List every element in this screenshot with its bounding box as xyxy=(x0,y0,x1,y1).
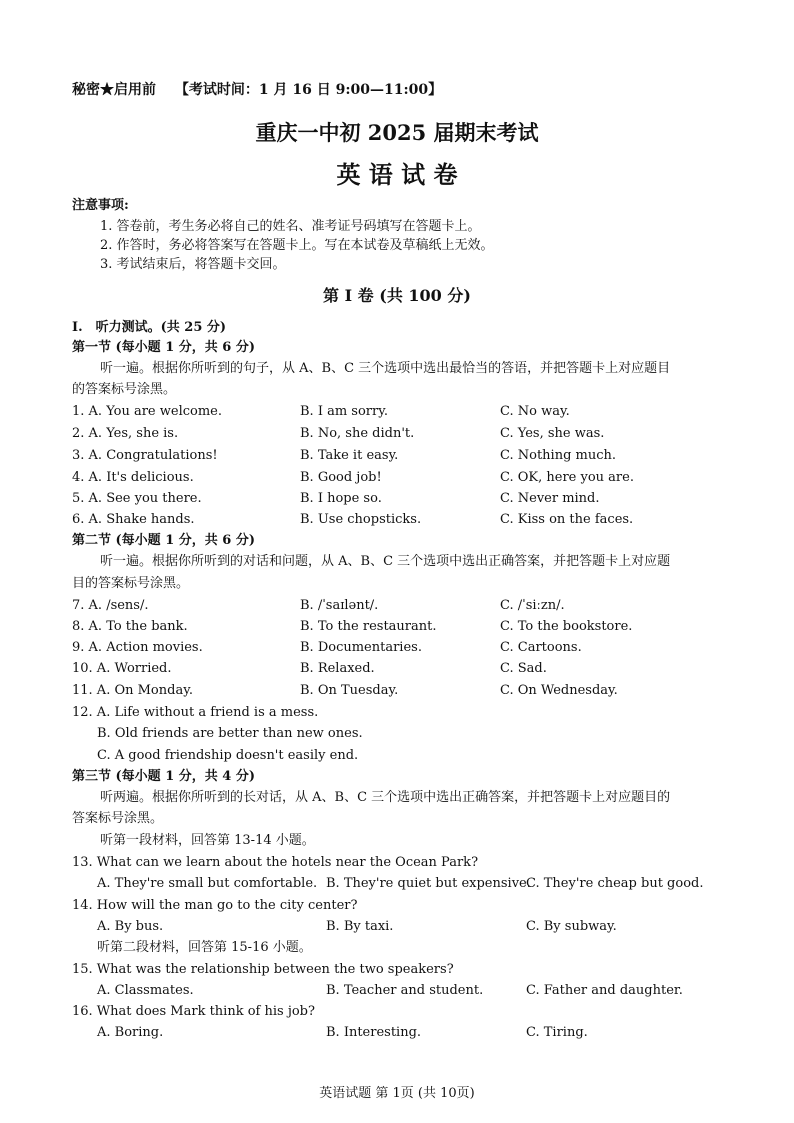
section2-instruction-cont: 目的答案标号涂黑。 xyxy=(72,576,190,591)
option-c: C. /ˈsiːzn/. xyxy=(500,598,565,613)
option-b: B. I hope so. xyxy=(300,491,382,506)
option-a: 7. A. /sens/. xyxy=(72,598,149,613)
option-b: B. Relaxed. xyxy=(300,661,375,676)
option-a: 10. A. Worried. xyxy=(72,661,172,676)
option-c: C. To the bookstore. xyxy=(500,619,633,634)
option-c: C. A good friendship doesn't easily end. xyxy=(97,748,359,763)
option-c: C. OK, here you are. xyxy=(500,470,634,485)
option-a: 9. A. Action movies. xyxy=(72,640,203,655)
option-b: B. No, she didn't. xyxy=(300,426,415,441)
section1-heading: 第一节 (每小题 1 分，共 6 分) xyxy=(72,340,256,355)
option-a: 1. A. You are welcome. xyxy=(72,404,223,419)
note-item: 1. 答卷前，考生务必将自己的姓名、准考证号码填写在答题卡上。 xyxy=(100,219,481,234)
option-a: 6. A. Shake hands. xyxy=(72,512,195,527)
question-stem: 13. What can we learn about the hotels near the Ocean Park? xyxy=(72,855,479,870)
option-a: 11. A. On Monday. xyxy=(72,683,193,698)
option-c: C. Yes, she was. xyxy=(500,426,605,441)
section1-instruction: 听一遍。根据你所听到的句子，从 A、B、C 三个选项中选出最恰当的答语，并把答题卡上对应题目 xyxy=(100,361,671,376)
option-b: B. Good job! xyxy=(300,470,382,485)
exam-time: 【考试时间：1 月 16 日 9:00—11:00】 xyxy=(174,82,443,98)
section3-instruction: 听两遍。根据你所听到的长对话，从 A、B、C 三个选项中选出正确答案，并把答题卡上对应题目的 xyxy=(100,790,671,805)
option-a: 8. A. To the bank. xyxy=(72,619,188,634)
section2-instruction: 听一遍。根据你所听到的对话和问题，从 A、B、C 三个选项中选出正确答案，并把答题卡上对应题 xyxy=(100,554,671,569)
option-c: C. Kiss on the faces. xyxy=(500,512,634,527)
passage2-label: 听第二段材料，回答第 15-16 小题。 xyxy=(97,940,312,955)
option-b: B. Take it easy. xyxy=(300,448,399,463)
secret-label xyxy=(72,82,442,98)
option-b: B. To the restaurant. xyxy=(300,619,437,634)
option-a: A. By bus. xyxy=(97,919,164,934)
option-a: 12. A. Life without a friend is a mess. xyxy=(72,705,319,720)
option-a: A. Classmates. xyxy=(97,983,194,998)
exam-subtitle: 英 语 试 卷 xyxy=(336,160,458,189)
option-a: 5. A. See you there. xyxy=(72,491,202,506)
option-b: B. /ˈsaɪlənt/. xyxy=(300,598,379,613)
page-footer: 英语试题 第 1页 (共 10页) xyxy=(319,1086,475,1101)
option-c: C. Sad. xyxy=(500,661,547,676)
option-c: C. They're cheap but good. xyxy=(526,876,704,891)
question-stem: 15. What was the relationship between the two speakers? xyxy=(72,962,454,977)
option-b: B. On Tuesday. xyxy=(300,683,399,698)
option-b: B. I am sorry. xyxy=(300,404,388,419)
option-c: C. On Wednesday. xyxy=(500,683,618,698)
option-c: C. Tiring. xyxy=(526,1025,588,1040)
option-b: B. By taxi. xyxy=(326,919,394,934)
option-b: B. Interesting. xyxy=(326,1025,422,1040)
option-a: 4. A. It's delicious. xyxy=(72,470,194,485)
option-b: B. They're quiet but expensive. xyxy=(326,876,531,891)
part1-heading: I. 听力测试。(共 25 分) xyxy=(72,320,227,335)
option-c: C. By subway. xyxy=(526,919,617,934)
option-b: B. Teacher and student. xyxy=(326,983,484,998)
option-c: C. No way. xyxy=(500,404,570,419)
section2-heading: 第二节 (每小题 1 分，共 6 分) xyxy=(72,533,256,548)
exam-title: 重庆一中初 2025 届期末考试 xyxy=(255,120,539,145)
option-c: C. Cartoons. xyxy=(500,640,582,655)
section1-instruction-cont: 的答案标号涂黑。 xyxy=(72,382,177,397)
notes-heading: 注意事项: xyxy=(72,198,129,213)
passage1-label: 听第一段材料，回答第 13-14 小题。 xyxy=(100,833,315,848)
option-a: 3. A. Congratulations! xyxy=(72,448,218,463)
secret-text: 秘密★启用前 xyxy=(72,82,156,98)
option-c: C. Nothing much. xyxy=(500,448,617,463)
volume-heading: 第 I 卷 (共 100 分) xyxy=(323,286,471,305)
note-item: 3. 考试结束后，将答题卡交回。 xyxy=(100,257,286,272)
section3-heading: 第三节 (每小题 1 分，共 4 分) xyxy=(72,769,256,784)
question-stem: 14. How will the man go to the city center? xyxy=(72,898,358,913)
option-a: A. Boring. xyxy=(97,1025,164,1040)
option-b: B. Old friends are better than new ones. xyxy=(97,726,363,741)
question-stem: 16. What does Mark think of his job? xyxy=(72,1004,315,1019)
section3-instruction-cont: 答案标号涂黑。 xyxy=(72,811,164,826)
option-a: A. They're small but comfortable. xyxy=(97,876,318,891)
option-a: 2. A. Yes, she is. xyxy=(72,426,179,441)
note-item: 2. 作答时，务必将答案写在答题卡上。写在本试卷及草稿纸上无效。 xyxy=(100,238,494,253)
option-b: B. Use chopsticks. xyxy=(300,512,422,527)
option-c: C. Father and daughter. xyxy=(526,983,683,998)
option-c: C. Never mind. xyxy=(500,491,600,506)
option-b: B. Documentaries. xyxy=(300,640,422,655)
